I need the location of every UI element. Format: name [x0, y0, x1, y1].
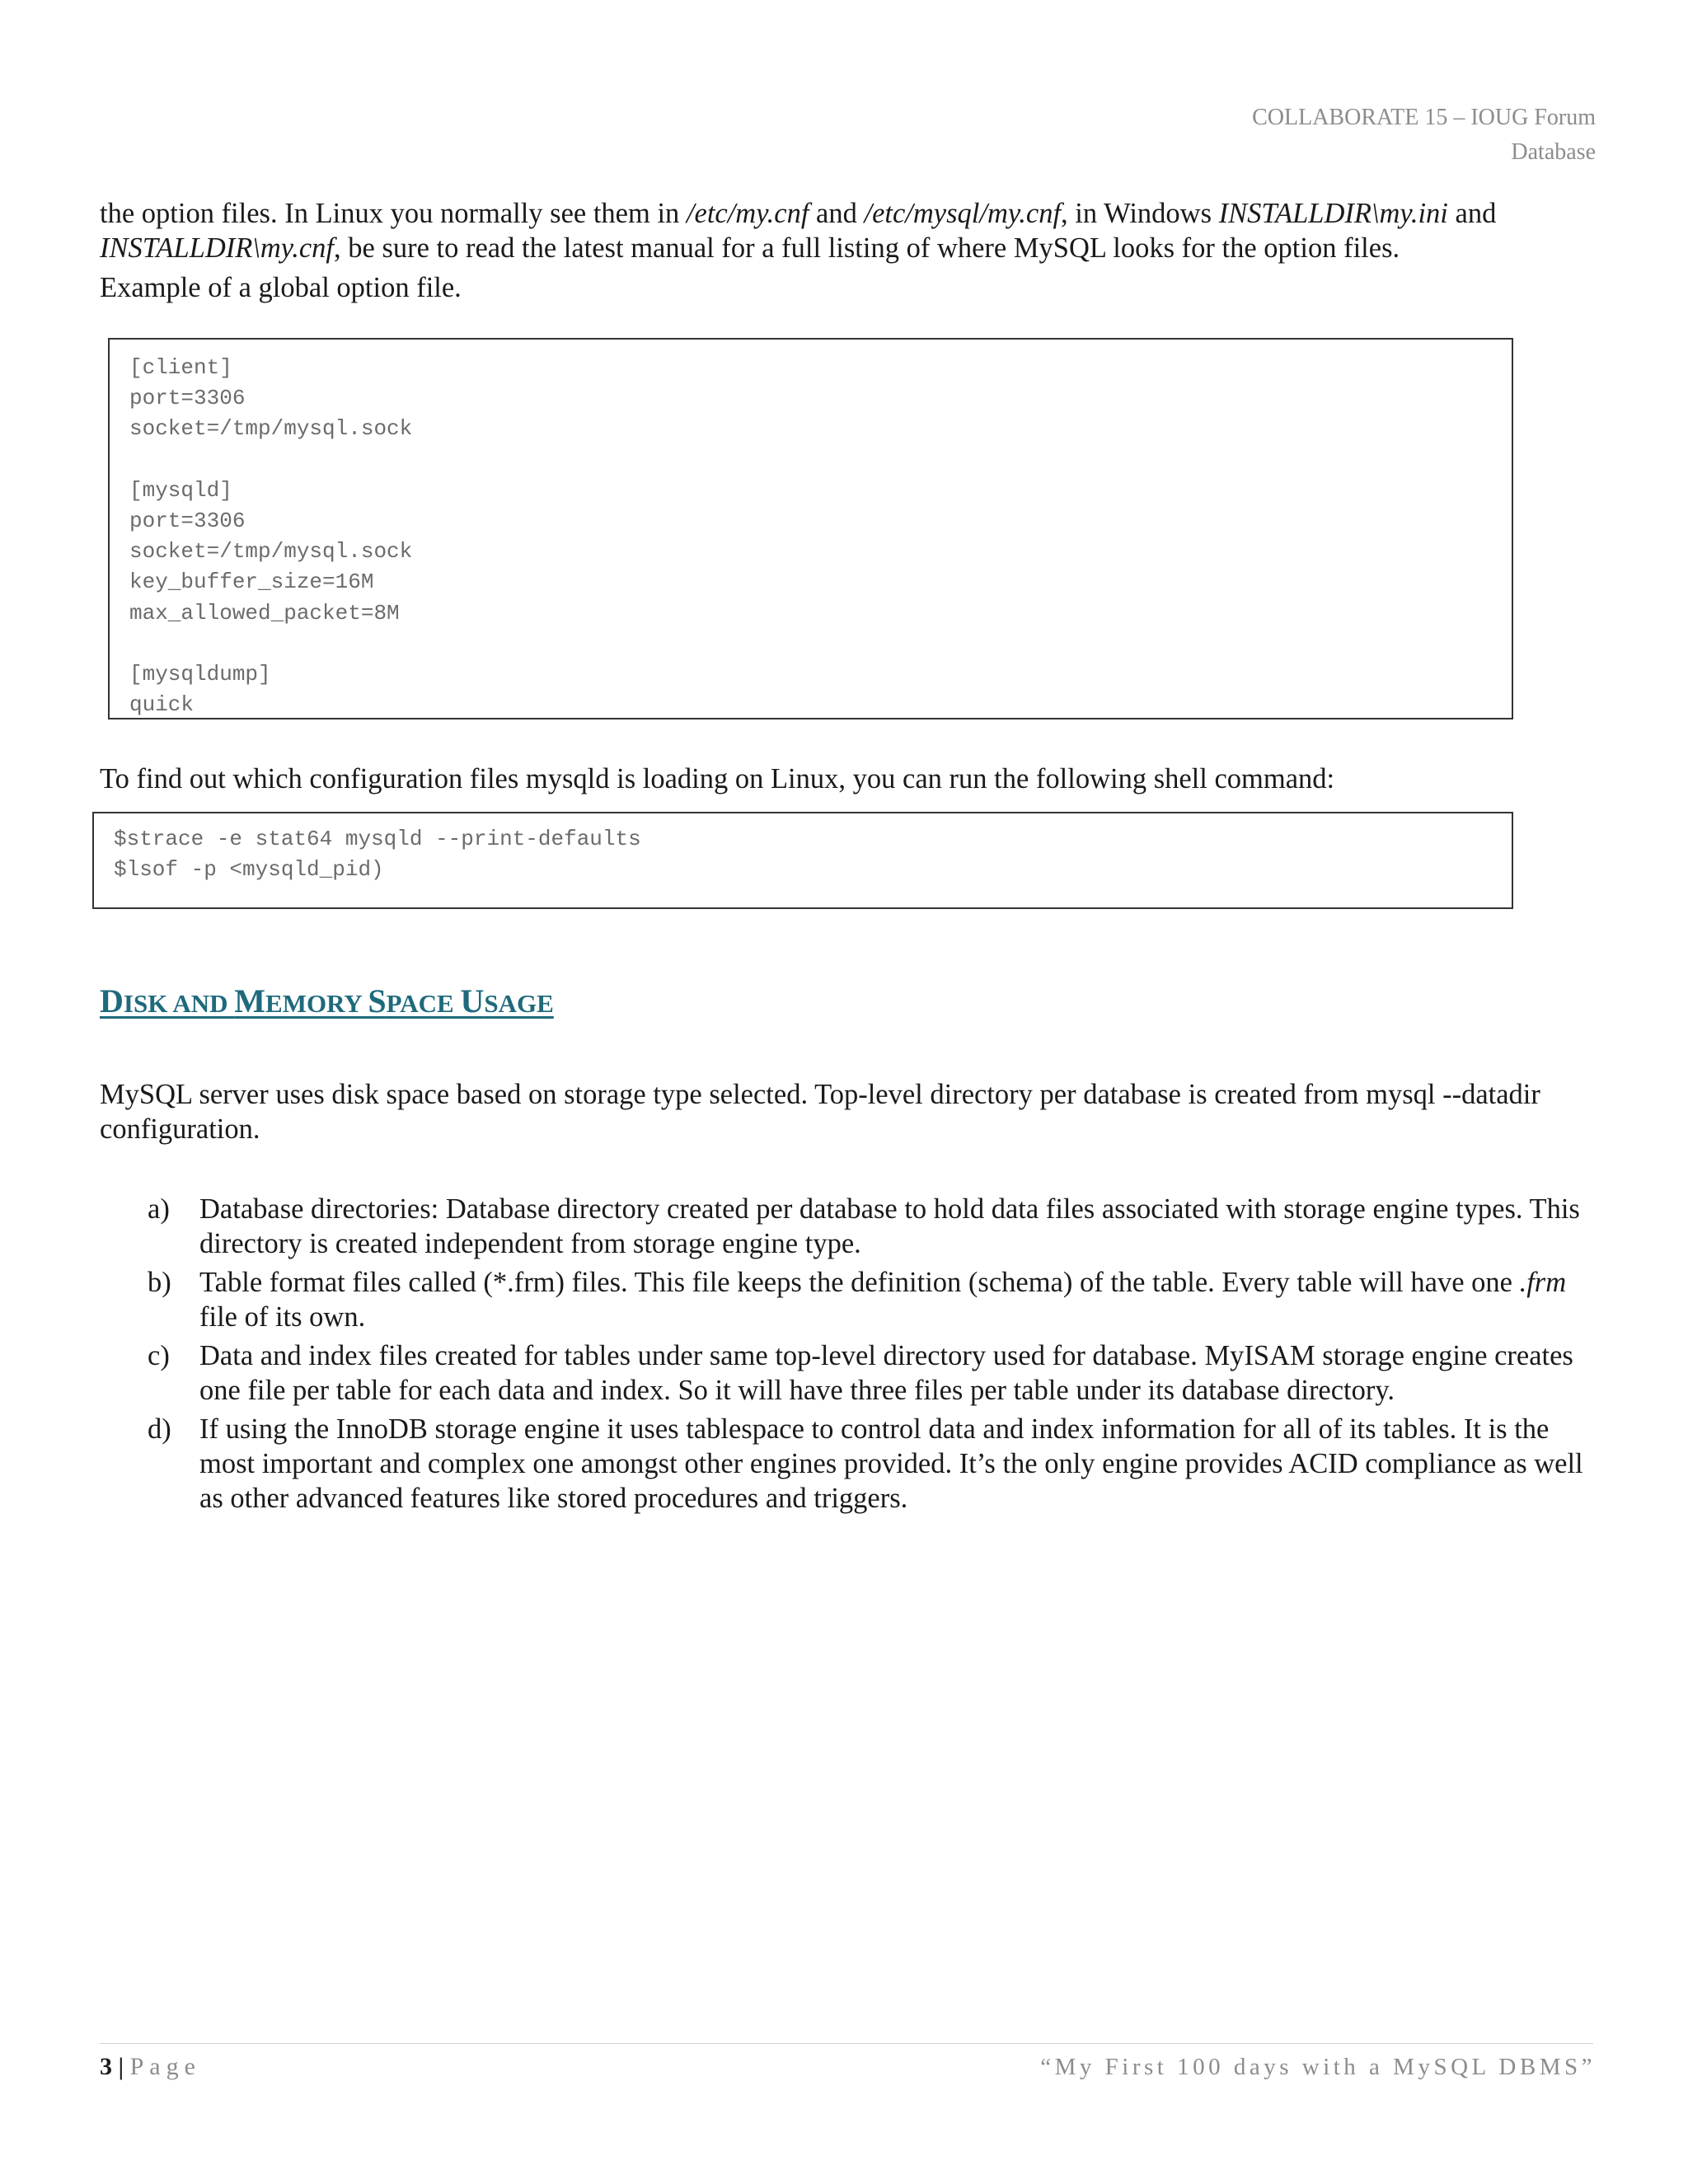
list-marker: b)	[148, 1267, 171, 1298]
shell-command-code: $strace -e stat64 mysqld --print-defaults $lsof -p <mysqld_pid)	[114, 827, 641, 883]
path-installdir-my-cnf: INSTALLDIR\my.cnf	[100, 232, 334, 264]
list-item: a) Database directories: Database directory created per database to hold data files associated with storage engine types. This directory is created independent from storage engine type.	[148, 1193, 1580, 1259]
section-title-disk-memory: DISK AND MEMORY SPACE USAGE	[100, 982, 554, 1019]
example-caption: Example of a global option file.	[100, 272, 462, 303]
footer-title: “My First 100 days with a MySQL DBMS”	[1040, 2054, 1596, 2080]
option-file-code-block	[108, 338, 1513, 719]
header-conference: COLLABORATE 15 – IOUG Forum	[1252, 105, 1596, 130]
header-track: Database	[1511, 139, 1596, 165]
storage-list	[100, 1192, 1593, 1520]
footer-divider	[100, 2043, 1593, 2044]
disk-usage-paragraph: MySQL server uses disk space based on storage type selected. Top-level directory per database is created from mysql --datadir configuration.	[100, 1079, 1540, 1145]
option-file-code: [client] port=3306 socket=/tmp/mysql.sock [mysqld] port=3306 socket=/tmp/mysql.sock key_buffer_size=16M max_allowed_packet=8M [mysqldump] quick	[129, 355, 413, 718]
path-installdir-my-ini: INSTALLDIR\my.ini	[1218, 198, 1448, 229]
list-item: c) Data and index files created for tables under same top-level directory used for database. MyISAM storage engine creates one file per table for each data and index. So it will have three files per table under its database directory.	[148, 1340, 1573, 1406]
page-header	[1252, 101, 1596, 170]
find-config-paragraph: To find out which configuration files mysqld is loading on Linux, you can run the following shell command:	[100, 763, 1335, 794]
path-etc-my-cnf: /etc/my.cnf	[686, 198, 809, 229]
intro-paragraph: the option files. In Linux you normally see them in /etc/my.cnf and /etc/mysql/my.cnf, in Windows INSTALLDIR\my.ini and INSTALLDIR\my.cnf, be sure to read the latest manual for a full listing of where MySQL looks for the option files.	[100, 198, 1497, 264]
path-etc-mysql-my-cnf: /etc/mysql/my.cnf	[864, 198, 1062, 229]
list-marker: d)	[148, 1413, 171, 1445]
shell-command-code-block	[92, 812, 1513, 909]
list-item: d) If using the InnoDB storage engine it uses tablespace to control data and index information for all of its tables. It is the most important and complex one amongst other engines provided. It’s the only engine provides ACID compliance as well as other advanced features like stored procedures and triggers.	[148, 1413, 1583, 1514]
list-marker: c)	[148, 1340, 170, 1371]
list-item: b) Table format files called (*.frm) files. This file keeps the definition (schema) of the table. Every table will have one .frm file of its own.	[148, 1267, 1567, 1333]
list-marker: a)	[148, 1193, 170, 1225]
page-number: 3 | Page	[100, 2053, 201, 2080]
